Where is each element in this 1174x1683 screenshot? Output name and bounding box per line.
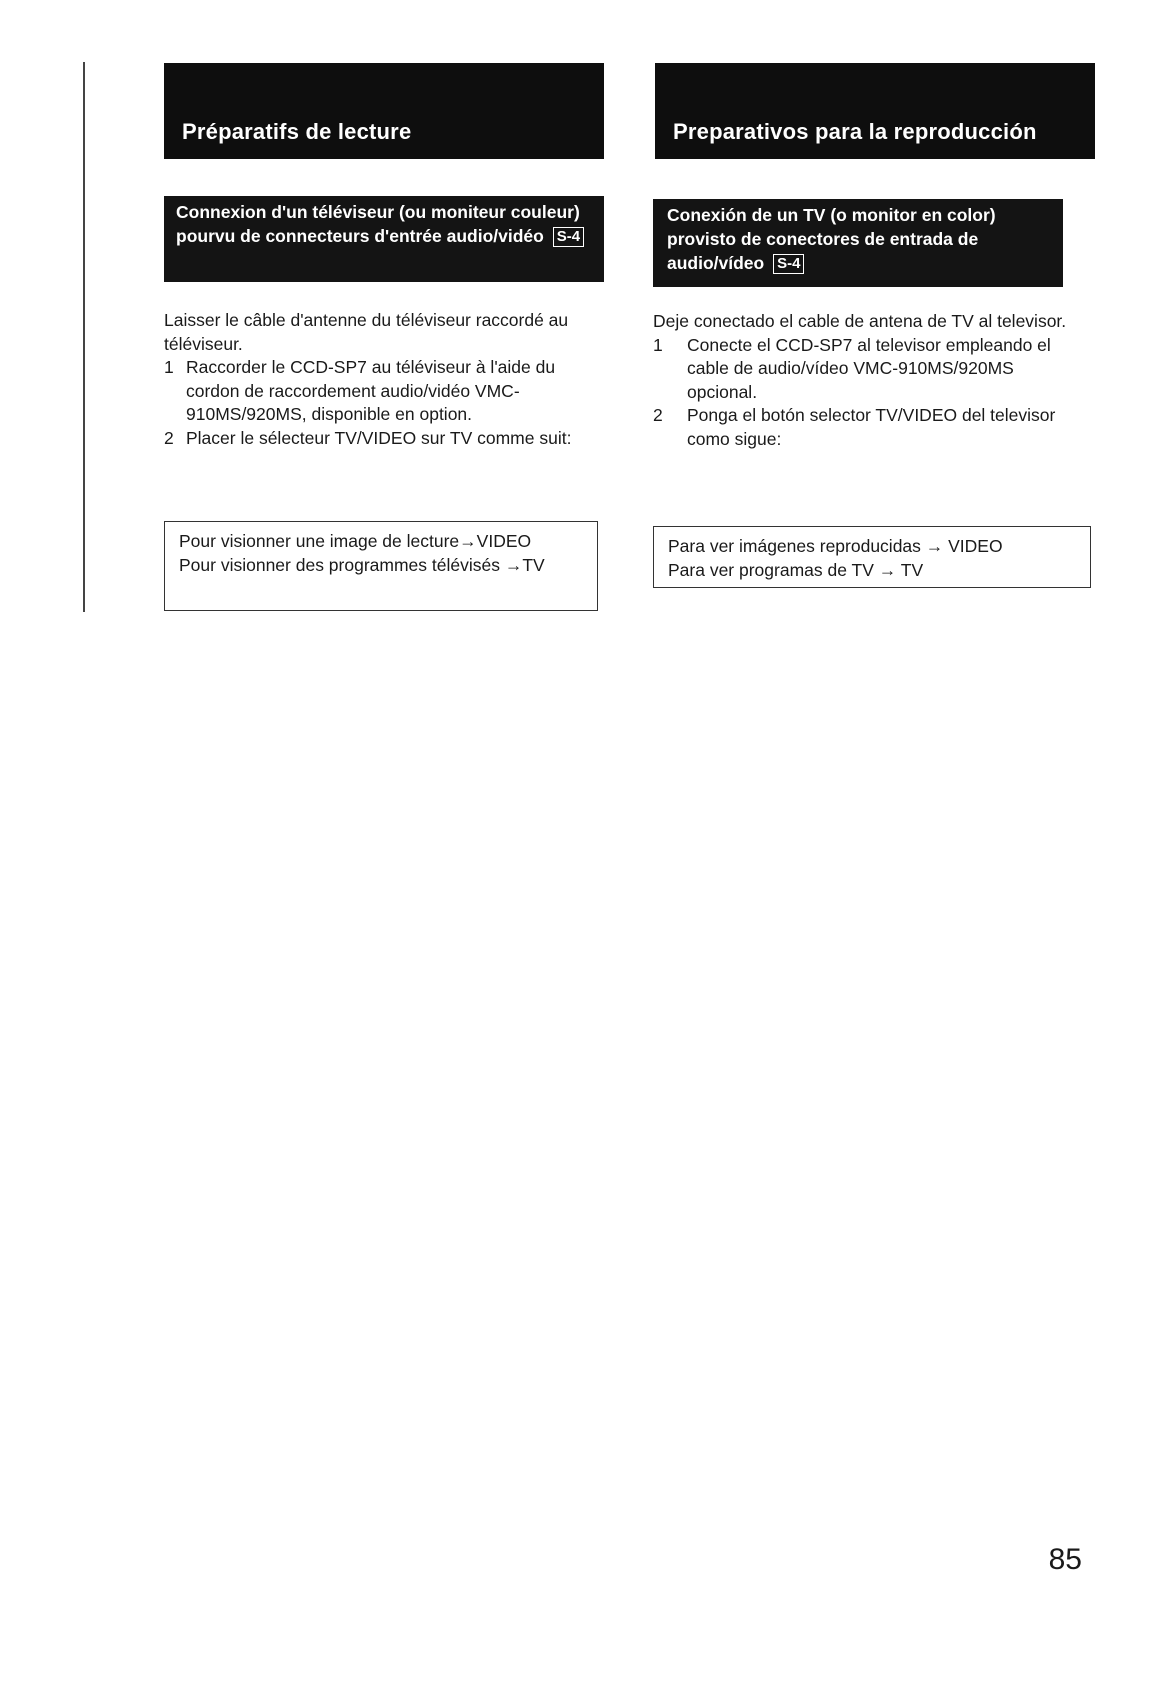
spanish-section-heading	[653, 199, 1063, 287]
spanish-section-heading-text: Conexión de un TV (o monitor en color) provisto de conectores de entrada de audio/vídeo	[667, 205, 996, 273]
step-text: Ponga el botón selector TV/VIDEO del televisor como sigue:	[687, 405, 1056, 449]
page-number: 85	[1048, 1543, 1082, 1576]
spanish-title: Preparativos para la reproducción	[673, 119, 1037, 144]
french-note-box	[164, 521, 598, 611]
step-text: Conecte el CCD-SP7 al televisor empleando el cable de audio/vídeo VMC-910MS/920MS opcional.	[687, 334, 1051, 402]
spanish-note-box	[653, 526, 1091, 588]
spanish-body	[653, 310, 1083, 451]
step-number: 1	[164, 357, 174, 377]
step-number: 1	[653, 334, 663, 355]
french-section-tag: S-4	[553, 227, 584, 247]
spanish-step-2	[653, 404, 1083, 451]
french-section-heading-text: Connexion d'un téléviseur (ou moniteur couleur) pourvu de connecteurs d'entrée audio/vidéo	[176, 202, 580, 246]
spanish-step-1	[653, 334, 1083, 405]
step-number: 2	[164, 427, 174, 448]
french-intro: Laisser le câble d'antenne du téléviseur raccordé au téléviseur.	[164, 310, 569, 354]
french-step-2	[164, 427, 604, 451]
french-title-bar	[164, 63, 604, 159]
spanish-section-tag: S-4	[773, 254, 804, 274]
french-note-line-1: Pour visionner une image de lecture→VIDEO	[179, 531, 532, 551]
french-title: Préparatifs de lecture	[182, 119, 412, 144]
spanish-title-bar	[655, 63, 1095, 159]
step-text: Raccorder le CCD-SP7 au téléviseur à l'aide du cordon de raccordement audio/vidéo VMC-910MS/920MS, disponible en option.	[186, 357, 556, 424]
french-body	[164, 309, 604, 450]
spanish-note-line-1: Para ver imágenes reproducidas → VIDEO	[668, 536, 1003, 556]
spanish-note-line-2: Para ver programas de TV → TV	[668, 560, 924, 580]
french-step-1	[164, 356, 604, 427]
french-section-heading	[164, 196, 604, 282]
step-text: Placer le sélecteur TV/VIDEO sur TV comme suit:	[186, 427, 572, 448]
spanish-intro: Deje conectado el cable de antena de TV al televisor.	[653, 311, 1067, 331]
margin-rule	[83, 62, 85, 612]
french-note-line-2: Pour visionner des programmes télévisés →TV	[179, 555, 545, 575]
step-number: 2	[653, 405, 663, 425]
